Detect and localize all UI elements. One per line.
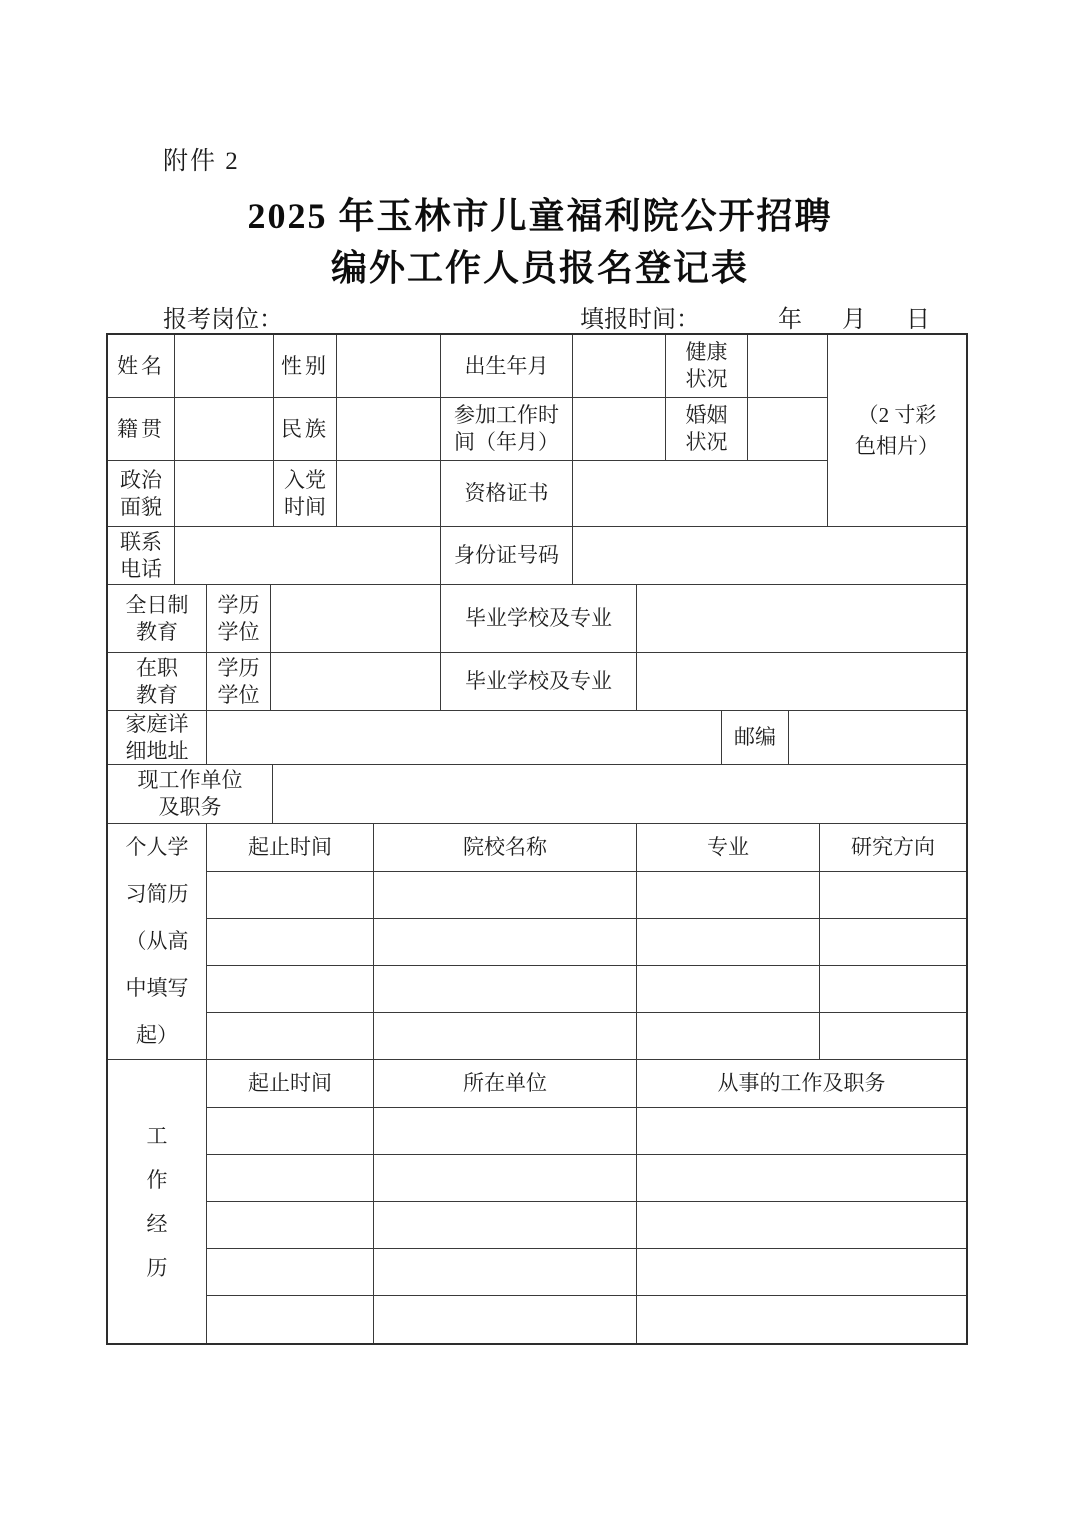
blank-cell <box>207 919 374 965</box>
fulltime-edu-label: 全日制 教育 <box>108 585 207 652</box>
study-history-blank-row <box>207 1013 966 1059</box>
blank-cell <box>637 1108 966 1154</box>
date-unit-month: 月 <box>842 307 866 333</box>
id-number-value-cell <box>573 527 966 584</box>
blank-cell <box>374 1155 637 1201</box>
row-contact <box>108 527 966 585</box>
form-title-line1: 2025 年玉林市儿童福利院公开招聘 <box>247 196 833 236</box>
blank-cell <box>374 872 637 918</box>
blank-cell <box>207 872 374 918</box>
work-history-label: 工 作 经 历 <box>108 1060 207 1343</box>
fulltime-school-label: 毕业学校及专业 <box>441 585 637 652</box>
study-history-blank-row <box>207 872 966 919</box>
form-title-line2: 编外工作人员报名登记表 <box>330 248 749 288</box>
work-history-blank-row <box>207 1108 966 1155</box>
birth-date-value-cell <box>573 335 666 397</box>
blank-cell <box>637 872 820 918</box>
study-col-school: 院校名称 <box>374 824 637 871</box>
position-label: 报考岗位： <box>163 307 283 333</box>
inservice-school-label: 毕业学校及专业 <box>441 653 637 710</box>
work-history-header <box>207 1060 966 1108</box>
inservice-degree-label: 学历 学位 <box>207 653 271 710</box>
work-col-employer: 所在单位 <box>374 1060 637 1107</box>
marital-status-value-cell <box>748 398 827 460</box>
blank-cell <box>637 919 820 965</box>
row-political <box>108 461 827 526</box>
blank-cell <box>637 1013 820 1059</box>
gender-label: 性别 <box>274 335 337 397</box>
blank-cell <box>207 1296 374 1343</box>
ethnicity-value-cell <box>337 398 441 460</box>
gender-value-cell <box>337 335 441 397</box>
blank-cell <box>374 1249 637 1295</box>
fulltime-degree-value-cell <box>271 585 441 652</box>
fulltime-school-value-cell <box>637 585 966 652</box>
qualification-label: 资格证书 <box>441 461 573 526</box>
health-value-cell <box>748 335 827 397</box>
blank-cell <box>374 966 637 1012</box>
postcode-label: 邮编 <box>722 711 789 764</box>
row-fulltime-education <box>108 585 966 653</box>
blank-cell <box>820 1013 966 1059</box>
work-history-section <box>108 1060 966 1343</box>
political-status-value-cell <box>175 461 274 526</box>
birth-date-label: 出生年月 <box>441 335 573 397</box>
blank-cell <box>374 1296 637 1343</box>
native-place-value-cell <box>175 398 274 460</box>
blank-cell <box>207 1013 374 1059</box>
study-history-blank-row <box>207 966 966 1013</box>
home-address-label: 家庭详 细地址 <box>108 711 207 764</box>
study-col-major: 专业 <box>637 824 820 871</box>
native-place-label: 籍贯 <box>108 398 175 460</box>
study-history-blank-row <box>207 919 966 966</box>
blank-cell <box>207 1108 374 1154</box>
work-history-blank-row <box>207 1202 966 1249</box>
blank-cell <box>820 872 966 918</box>
phone-value-cell <box>175 527 441 584</box>
work-history-blank-row <box>207 1296 966 1343</box>
date-unit-day: 日 <box>906 307 930 333</box>
meta-row <box>0 299 1080 333</box>
study-col-research: 研究方向 <box>851 835 935 859</box>
join-work-time-value-cell <box>573 398 666 460</box>
row-inservice-education <box>108 653 966 711</box>
work-col-duty: 从事的工作及职务 <box>717 1071 886 1095</box>
row-native-place <box>108 398 827 461</box>
blank-cell <box>637 1249 966 1295</box>
row-home-address <box>108 711 966 765</box>
date-unit-year: 年 <box>778 307 802 333</box>
party-join-time-value-cell <box>337 461 441 526</box>
work-history-blank-row <box>207 1249 966 1296</box>
blank-cell <box>207 1202 374 1248</box>
personal-info-section <box>108 335 966 527</box>
marital-status-label: 婚姻 状况 <box>666 398 748 460</box>
blank-cell <box>374 919 637 965</box>
blank-cell <box>637 1296 966 1343</box>
registration-table <box>106 333 968 1345</box>
blank-cell <box>207 1249 374 1295</box>
blank-cell <box>374 1108 637 1154</box>
home-address-value-cell <box>207 711 722 764</box>
fulltime-degree-label: 学历 学位 <box>207 585 271 652</box>
name-label: 姓名 <box>108 335 175 397</box>
party-join-time-label: 入党 时间 <box>274 461 337 526</box>
name-value-cell <box>175 335 274 397</box>
fill-time-label: 填报时间： <box>580 307 700 333</box>
postcode-value-cell <box>789 711 966 764</box>
blank-cell <box>820 919 966 965</box>
work-history-blank-row <box>207 1155 966 1202</box>
blank-cell <box>374 1202 637 1248</box>
study-history-header <box>207 824 966 872</box>
row-current-employer <box>108 765 966 824</box>
inservice-school-value-cell <box>637 653 966 710</box>
blank-cell <box>637 1202 966 1248</box>
study-history-label: 个人学 习简历 （从高 中填写 起） <box>108 824 207 1059</box>
blank-cell <box>820 966 966 1012</box>
blank-cell <box>207 1155 374 1201</box>
id-number-label: 身份证号码 <box>441 527 573 584</box>
attachment-label: 附件 2 <box>163 148 240 175</box>
photo-placeholder: （2 寸彩 色相片） <box>827 335 966 526</box>
study-col-period: 起止时间 <box>207 824 374 871</box>
inservice-degree-value-cell <box>271 653 441 710</box>
qualification-value-cell <box>573 461 827 526</box>
political-status-label: 政治 面貌 <box>108 461 175 526</box>
health-label: 健康 状况 <box>666 335 748 397</box>
work-col-period: 起止时间 <box>207 1060 374 1107</box>
current-employer-value-cell <box>273 765 966 823</box>
blank-cell <box>374 1013 637 1059</box>
current-employer-label: 现工作单位 及职务 <box>108 765 273 823</box>
ethnicity-label: 民族 <box>274 398 337 460</box>
inservice-edu-label: 在职 教育 <box>108 653 207 710</box>
phone-label: 联系 电话 <box>108 527 175 584</box>
blank-cell <box>207 966 374 1012</box>
row-name <box>108 335 827 398</box>
study-history-section <box>108 824 966 1060</box>
join-work-time-label: 参加工作时 间（年月） <box>441 398 573 460</box>
blank-cell <box>637 1155 966 1201</box>
blank-cell <box>637 966 820 1012</box>
